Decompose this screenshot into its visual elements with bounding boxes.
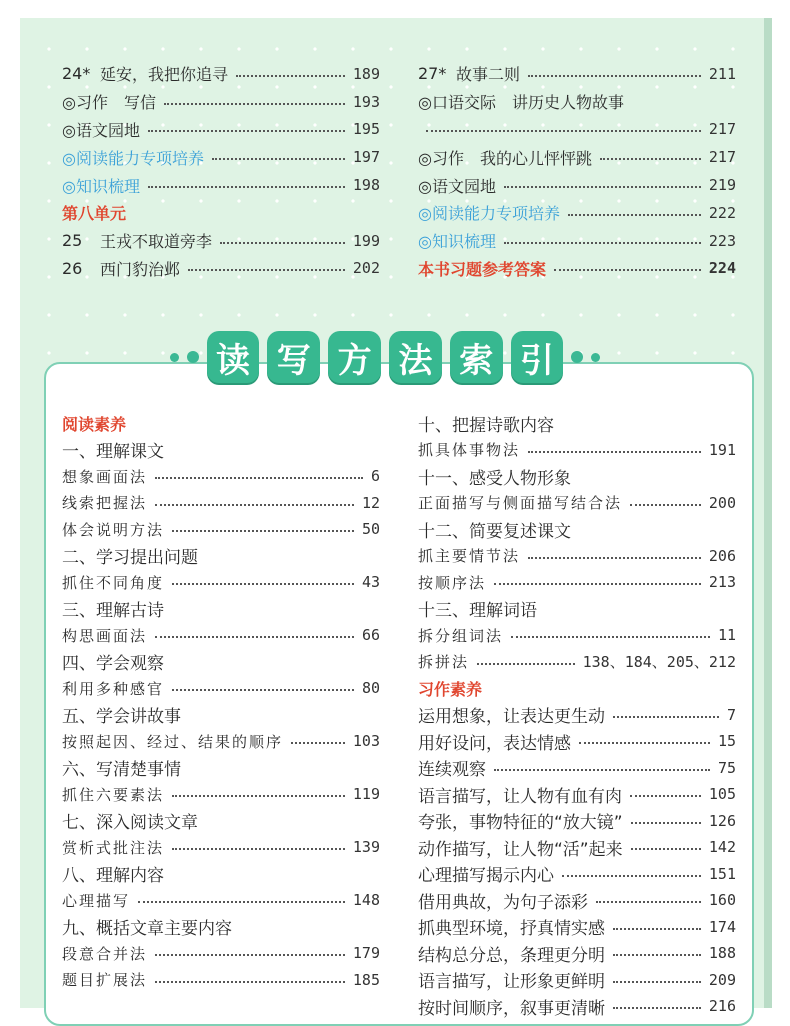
toc-entry-title: ◎习作 写信	[62, 93, 156, 113]
index-entry	[418, 490, 736, 517]
index-entry-text: 按时间顺序，叙事更清晰	[418, 998, 605, 1019]
toc-entry-title: ◎知识梳理	[418, 232, 496, 252]
index-entry-page: 160	[708, 891, 736, 910]
toc-entry-page: 219	[708, 176, 736, 195]
index-entry-text: 抓住六要素法	[62, 785, 165, 804]
leader-dots	[630, 795, 701, 797]
index-entry-text: 十、把握诗歌内容	[418, 415, 554, 436]
toc-entry-title: ◎阅读能力专项培养	[418, 204, 560, 224]
index-entry-text: 心理描写	[62, 891, 131, 910]
toc-entry-page: 222	[708, 203, 736, 222]
banner-dot	[591, 353, 600, 362]
leader-dots	[220, 242, 345, 244]
leader-dots	[568, 214, 701, 216]
leader-dots	[631, 848, 701, 850]
index-entry	[418, 543, 736, 570]
index-entry-page: 185	[352, 970, 380, 989]
index-entry	[62, 914, 380, 941]
index-entry-text: 用好设问，表达情感	[418, 733, 571, 754]
banner-char: 方	[328, 331, 381, 383]
leader-dots	[613, 716, 719, 718]
leader-dots	[155, 477, 363, 479]
index-entry	[418, 967, 736, 994]
index-entry-text: 题目扩展法	[62, 971, 148, 990]
index-entry	[418, 993, 736, 1020]
index-entry-page: 139	[352, 838, 380, 857]
index-entry-page: 75	[717, 758, 736, 777]
banner-char: 法	[389, 331, 442, 383]
leader-dots	[172, 530, 354, 532]
index-entry-text: 抓具体事物法	[418, 441, 521, 460]
leader-dots	[477, 663, 575, 665]
index-entry	[62, 596, 380, 623]
index-entry	[62, 861, 380, 888]
toc-entry-page: 223	[708, 231, 736, 250]
toc-entry	[418, 171, 736, 199]
toc-left-column	[62, 60, 380, 282]
index-entry-text: 运用想象，让表达更生动	[418, 707, 605, 728]
index-entry	[418, 834, 736, 861]
banner-dot	[170, 353, 179, 362]
banner-char: 读	[207, 331, 260, 383]
index-entry	[418, 755, 736, 782]
banner-dot	[187, 351, 199, 363]
index-entry	[62, 622, 380, 649]
index-entry-text: 八、理解内容	[62, 866, 164, 887]
leader-dots	[148, 130, 345, 132]
index-entry	[418, 781, 736, 808]
toc-entry	[418, 199, 736, 227]
leader-dots	[600, 158, 701, 160]
toc-entry	[418, 60, 736, 88]
index-entry	[418, 808, 736, 835]
index-entry-text: 语言描写，让形象更鲜明	[418, 972, 605, 993]
toc-entry-title: 延安，我把你追寻	[100, 65, 229, 85]
index-entry-page: 43	[361, 573, 380, 592]
leader-dots	[148, 186, 345, 188]
toc-entry-title: 本书习题参考答案	[418, 259, 547, 279]
toc-entry	[62, 199, 380, 227]
index-entry	[62, 675, 380, 702]
toc-entry	[418, 227, 736, 255]
toc-entry-page: 199	[352, 231, 380, 250]
index-entry-page: 80	[361, 679, 380, 698]
index-entry	[62, 940, 380, 967]
index-entry-text: 心理描写揭示内心	[418, 866, 554, 887]
index-entry-page: 151	[708, 864, 736, 883]
index-entry-text: 按顺序法	[418, 573, 487, 592]
index-entry-text: 五、学会讲故事	[62, 707, 181, 728]
index-entry-text: 赏析式批注法	[62, 838, 165, 857]
leader-dots	[528, 451, 701, 453]
leader-dots	[236, 75, 345, 77]
toc-entry-page: 211	[708, 64, 736, 83]
index-entry-text: 三、理解古诗	[62, 601, 164, 622]
index-entry	[62, 516, 380, 543]
index-entry	[62, 437, 380, 464]
toc-entry-title: 王戎不取道旁李	[100, 232, 213, 252]
leader-dots	[528, 75, 701, 77]
index-entry	[62, 569, 380, 596]
index-entry-page: 148	[352, 891, 380, 910]
index-entry-text: 想象画面法	[62, 467, 148, 486]
index-entry	[62, 834, 380, 861]
index-entry-text: 抓典型环境，抒真情实感	[418, 919, 605, 940]
index-entry-page: 142	[708, 838, 736, 857]
toc-entry	[62, 171, 380, 199]
book-spine	[764, 18, 772, 1008]
index-entry-page: 206	[708, 546, 736, 565]
toc-entry-number: 24*	[62, 64, 91, 84]
banner-dot	[571, 351, 583, 363]
toc-entry-page: 202	[352, 259, 380, 278]
toc-entry	[418, 88, 736, 116]
leader-dots	[494, 769, 710, 771]
index-entry-text: 动作描写，让人物“活”起来	[418, 839, 623, 860]
leader-dots	[172, 583, 354, 585]
toc-entry	[62, 88, 380, 116]
leader-dots	[138, 901, 345, 903]
toc-entry	[62, 255, 380, 283]
index-entry-page: 119	[352, 785, 380, 804]
index-banner	[170, 330, 600, 384]
toc-right-column	[418, 60, 736, 282]
index-entry	[62, 808, 380, 835]
index-entry-text: 四、学会观察	[62, 654, 164, 675]
banner-char: 索	[450, 331, 503, 383]
index-entry-text: 结构总分总，条理更分明	[418, 945, 605, 966]
leader-dots	[172, 848, 345, 850]
toc-entry-number: 25	[62, 231, 83, 251]
index-entry-text: 六、写清楚事情	[62, 760, 181, 781]
index-entry-text: 一、理解课文	[62, 442, 164, 463]
index-entry-text: 语言描写，让人物有血有肉	[418, 786, 622, 807]
index-entry-page: 103	[352, 732, 380, 751]
leader-dots	[596, 901, 701, 903]
index-entry	[62, 490, 380, 517]
index-entry	[418, 728, 736, 755]
index-entry-text: 拆拼法	[418, 653, 470, 672]
index-entry	[418, 463, 736, 490]
toc-entry	[418, 116, 736, 144]
toc-entry-title: ◎习作 我的心儿怦怦跳	[418, 148, 592, 168]
index-entry	[62, 967, 380, 994]
toc-entry-page: 193	[352, 92, 380, 111]
index-entry-text: 借用典故，为句子添彩	[418, 892, 588, 913]
index-entry-page: 12	[361, 493, 380, 512]
toc-entry	[62, 143, 380, 171]
leader-dots	[155, 636, 354, 638]
toc-entry-title: 故事二则	[456, 65, 521, 85]
index-entry-text: 连续观察	[418, 760, 486, 781]
leader-dots	[613, 981, 701, 983]
index-entry	[62, 781, 380, 808]
index-entry	[418, 437, 736, 464]
toc-entry-title: ◎阅读能力专项培养	[62, 148, 204, 168]
index-entry-page: 174	[708, 917, 736, 936]
banner-char: 写	[267, 331, 320, 383]
index-entry-page: 50	[361, 520, 380, 539]
index-entry-page: 213	[708, 573, 736, 592]
index-entry-text: 十一、感受人物形象	[418, 468, 571, 489]
toc-entry-page: 197	[352, 148, 380, 167]
index-entry-text: 阅读素养	[62, 414, 127, 434]
toc-entry-page: 224	[708, 259, 736, 278]
toc-entry-page: 217	[708, 148, 736, 167]
index-entry	[62, 887, 380, 914]
index-entry	[62, 463, 380, 490]
index-entry-text: 二、学习提出问题	[62, 548, 198, 569]
index-entry-text: 抓主要情节法	[418, 547, 521, 566]
index-entry-page: 179	[352, 944, 380, 963]
toc-entry-title: ◎语文园地	[62, 120, 140, 140]
index-entry-page: 126	[708, 811, 736, 830]
leader-dots	[155, 504, 354, 506]
index-entry-text: 十三、理解词语	[418, 601, 537, 622]
index-section-heading	[62, 410, 380, 437]
toc-entry	[62, 227, 380, 255]
index-entry-text: 正面描写与侧面描写结合法	[418, 494, 623, 513]
leader-dots	[212, 158, 345, 160]
index-entry-page: 200	[708, 493, 736, 512]
toc-entry	[418, 255, 736, 283]
index-entry	[418, 410, 736, 437]
leader-dots	[494, 583, 701, 585]
leader-dots	[164, 103, 345, 105]
index-entry-text: 段意合并法	[62, 944, 148, 963]
toc-entry	[418, 143, 736, 171]
index-entry-page: 105	[708, 785, 736, 804]
index-entry	[418, 887, 736, 914]
index-entry-page: 216	[708, 997, 736, 1016]
index-entry	[62, 649, 380, 676]
toc-entry-page: 217	[708, 120, 736, 139]
toc-entry	[62, 116, 380, 144]
index-entry-page: 191	[708, 440, 736, 459]
toc-entry-page: 195	[352, 120, 380, 139]
index-entry-page: 209	[708, 970, 736, 989]
index-section-heading	[418, 675, 736, 702]
toc-entry	[62, 60, 380, 88]
index-entry-text: 利用多种感官	[62, 679, 165, 698]
index-entry-text: 抓住不同角度	[62, 573, 165, 592]
index-entry	[418, 649, 736, 676]
index-entry-page: 188	[708, 944, 736, 963]
leader-dots	[504, 186, 701, 188]
index-entry-text: 按照起因、经过、结果的顺序	[62, 732, 284, 751]
index-entry-page: 15	[717, 732, 736, 751]
index-entry-page: 138、184、205、212	[582, 653, 736, 672]
leader-dots	[613, 1007, 701, 1009]
index-entry	[418, 569, 736, 596]
toc-entry-title: ◎知识梳理	[62, 176, 140, 196]
index-entry-text: 七、深入阅读文章	[62, 813, 198, 834]
index-entry	[418, 914, 736, 941]
leader-dots	[426, 130, 701, 132]
index-entry-page: 66	[361, 626, 380, 645]
toc-entry-title: ◎语文园地	[418, 176, 496, 196]
leader-dots	[554, 269, 701, 271]
index-entry	[62, 702, 380, 729]
leader-dots	[613, 928, 701, 930]
leader-dots	[528, 557, 701, 559]
banner-char: 引	[511, 331, 564, 383]
leader-dots	[291, 742, 345, 744]
index-entry-text: 十二、简要复述课文	[418, 521, 571, 542]
index-right-column	[418, 410, 736, 1020]
index-entry-page: 6	[370, 467, 380, 486]
leader-dots	[562, 875, 701, 877]
index-entry-text: 九、概括文章主要内容	[62, 919, 232, 940]
index-entry-text: 习作素养	[418, 679, 483, 699]
index-entry-text: 拆分组词法	[418, 626, 504, 645]
leader-dots	[172, 689, 354, 691]
leader-dots	[155, 954, 345, 956]
index-entry	[62, 728, 380, 755]
toc-entry-title: ◎口语交际 讲历史人物故事	[418, 93, 624, 113]
index-entry-text: 夸张，事物特征的“放大镜”	[418, 813, 623, 834]
index-entry	[418, 861, 736, 888]
leader-dots	[504, 242, 701, 244]
toc-entry-page: 198	[352, 176, 380, 195]
leader-dots	[172, 795, 345, 797]
index-entry	[418, 940, 736, 967]
leader-dots	[155, 981, 345, 983]
index-entry-text: 体会说明方法	[62, 520, 165, 539]
toc-entry-title: 西门豹治邺	[100, 259, 181, 279]
toc-entry-page: 189	[352, 64, 380, 83]
index-entry	[418, 516, 736, 543]
toc-entry-number: 27*	[418, 64, 447, 84]
index-entry-page: 11	[717, 626, 736, 645]
leader-dots	[188, 269, 345, 271]
leader-dots	[613, 954, 701, 956]
toc-entry-number: 26	[62, 258, 83, 278]
leader-dots	[631, 822, 701, 824]
index-entry-text: 构思画面法	[62, 626, 148, 645]
leader-dots	[579, 742, 710, 744]
index-entry-text: 线索把握法	[62, 494, 148, 513]
toc-entry-title: 第八单元	[62, 204, 127, 224]
index-entry	[418, 622, 736, 649]
leader-dots	[511, 636, 710, 638]
index-left-column	[62, 410, 380, 993]
leader-dots	[630, 504, 701, 506]
index-entry	[62, 755, 380, 782]
index-entry-page: 7	[726, 705, 736, 724]
index-entry	[62, 543, 380, 570]
index-entry	[418, 702, 736, 729]
index-entry	[418, 596, 736, 623]
